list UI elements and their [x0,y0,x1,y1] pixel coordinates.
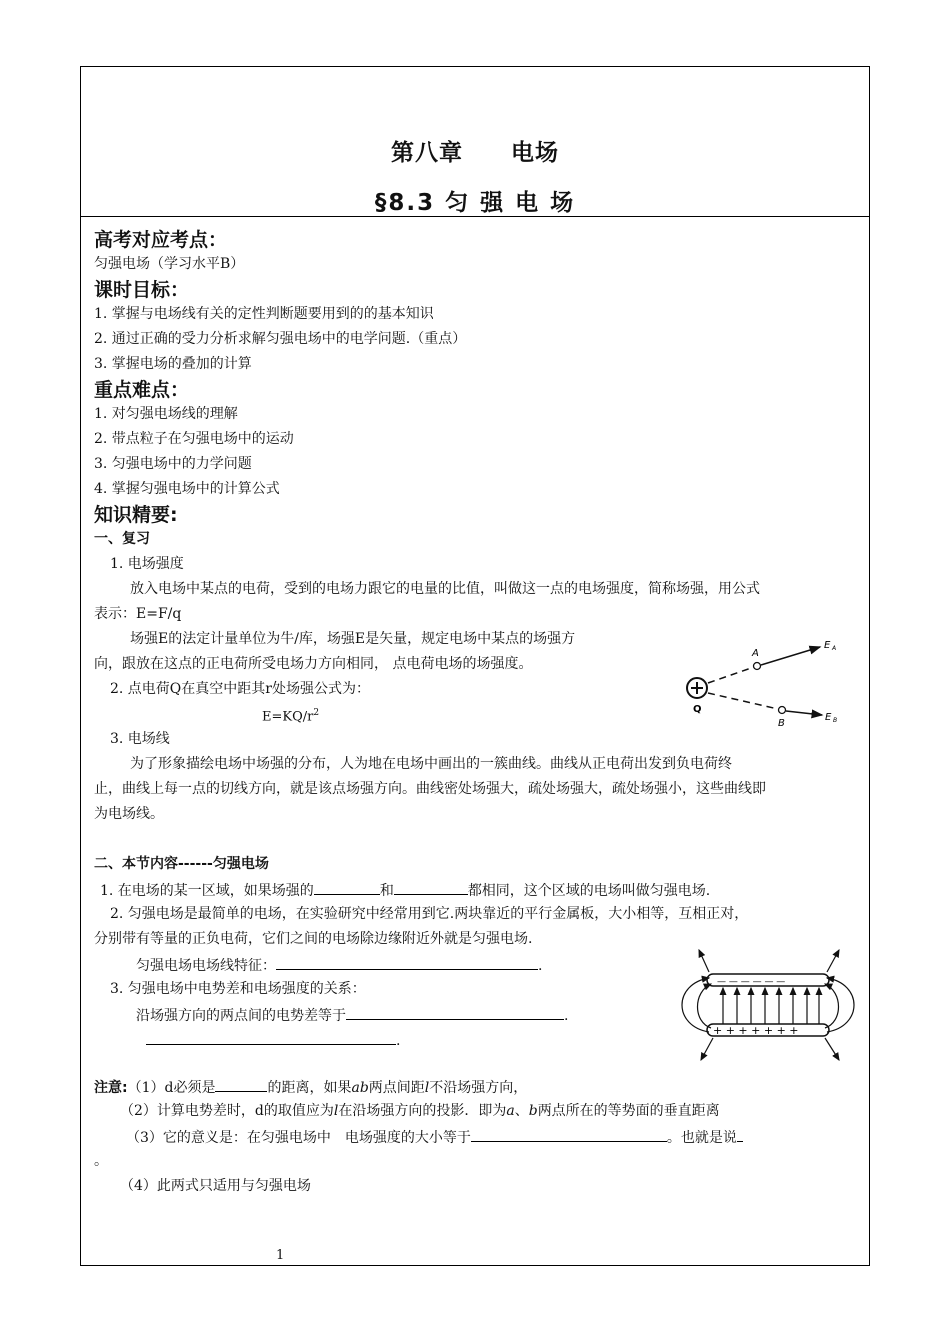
label-ea-sub: A [832,645,837,652]
label-q: Q [693,704,702,715]
note-2: （2）计算电势差时，d的取值应为l在沿场强方向的投影．即为a、b两点所在的等势面的垂直距离 [120,1103,720,1119]
section2-heading: 二、本节内容------匀强电场 [94,856,269,872]
review-p2-line2: 向，跟放在这点的正电荷所受电场力方向相同， 点电荷电场的场强度。 [94,656,533,672]
review-p3-line3: 为电场线。 [94,806,164,822]
blank-note3[interactable] [471,1127,667,1142]
exam-points-heading: 高考对应考点： [94,229,228,251]
potential-extra-line: . [146,1030,400,1050]
key-point-item: 4. 掌握匀强电场中的计算公式 [94,481,280,497]
review-item3-title: 3. 电场线 [110,731,170,747]
section2-line2b: 分别带有等量的正负电荷，它们之间的电场除边缘附近外就是匀强电场. [94,931,533,947]
review-item1-title: 1. 电场强度 [110,556,184,572]
objective-item: 1. 掌握与电场线有关的定性判断题要用到的的基本知识 [94,306,434,322]
key-points-heading: 重点难点： [94,379,190,401]
label-b: B [778,718,785,729]
page-number: 1 [276,1248,285,1263]
key-point-item: 1. 对匀强电场线的理解 [94,406,238,422]
key-point-item: 3. 匀强电场中的力学问题 [94,456,252,472]
note-3: （3）它的意义是：在匀强电场中 电场强度的大小等于 。也就是说 [126,1127,743,1147]
note-3-end: 。 [94,1153,108,1169]
key-point-item: 2. 带点粒子在匀强电场中的运动 [94,431,294,447]
point-charge-formula: $E=KQ/r^2$ [262,708,320,725]
blank-potential[interactable] [346,1005,564,1020]
section2-line1: 1. 在电场的某一区域，如果场强的 和 都相同，这个区域的电场叫做匀强电场. [100,880,710,900]
blank-feature[interactable] [276,955,538,970]
review-p3-line1: 为了形象描绘电场中场强的分布，人为地在电场中画出的一簇曲线。曲线从正电荷出发到负电荷终 [130,756,732,772]
review-heading: 一、复习 [94,531,150,547]
review-p3-line2: 止，曲线上每一点的切线方向，就是该点场强方向。曲线密处场强大，疏处场强大，疏处场强小，这些曲线即 [94,781,766,797]
objective-item: 3. 掌握电场的叠加的计算 [94,356,252,372]
objectives-heading: 课时目标： [94,279,190,301]
section-title: §8.3 匀 强 电 场 [374,190,576,216]
chapter-title: 第八章 电场 [391,140,559,166]
section2-line4: 3. 匀强电场中电势差和电场强度的关系： [110,981,366,997]
note-1: 注意:（1）d必须是 的距离，如果ab两点间距l不沿场强方向， [94,1077,527,1097]
positive-signs: + + + + + + + [713,1024,799,1037]
parallel-plates-figure [673,944,865,1068]
blank-magnitude[interactable] [314,880,380,895]
point-charge-figure [678,636,858,732]
note-4: （4）此两式只适用与匀强电场 [120,1178,311,1194]
blank-note3-b[interactable] [737,1127,743,1142]
blank-potential-2[interactable] [146,1030,396,1045]
blank-note1[interactable] [215,1077,267,1092]
review-item2-title: 2. 点电荷Q在真空中距其r处场强公式为： [110,681,370,697]
label-eb: E [825,712,832,723]
review-p2-line1: 场强E的法定计量单位为牛/库，场强E是矢量，规定电场中某点的场强方 [130,631,576,647]
review-p1-line1: 放入电场中某点的电荷，受到的电场力跟它的电量的比值，叫做这一点的电场强度，简称场强，用公式 [130,581,760,597]
field-line-feature: 匀强电场电场线特征： . [136,955,542,975]
review-p1-line2: 表示：E=F/q [94,606,182,622]
negative-signs: — — — — — — [717,977,786,987]
knowledge-heading: 知识精要: [94,504,178,526]
label-eb-sub: B [833,717,838,724]
objective-item: 2. 通过正确的受力分析求解匀强电场中的电学问题.（重点） [94,331,467,347]
exam-points-text: 匀强电场（学习水平B） [94,256,245,272]
section2-line2a: 2. 匀强电场是最简单的电场，在实验研究中经常用到它.两块靠近的平行金属板，大小相等，互相正对， [110,906,749,922]
blank-direction[interactable] [394,880,468,895]
potential-difference-line: 沿场强方向的两点间的电势差等于 . [136,1005,568,1025]
label-a: A [752,648,759,659]
label-ea: E [824,640,831,651]
